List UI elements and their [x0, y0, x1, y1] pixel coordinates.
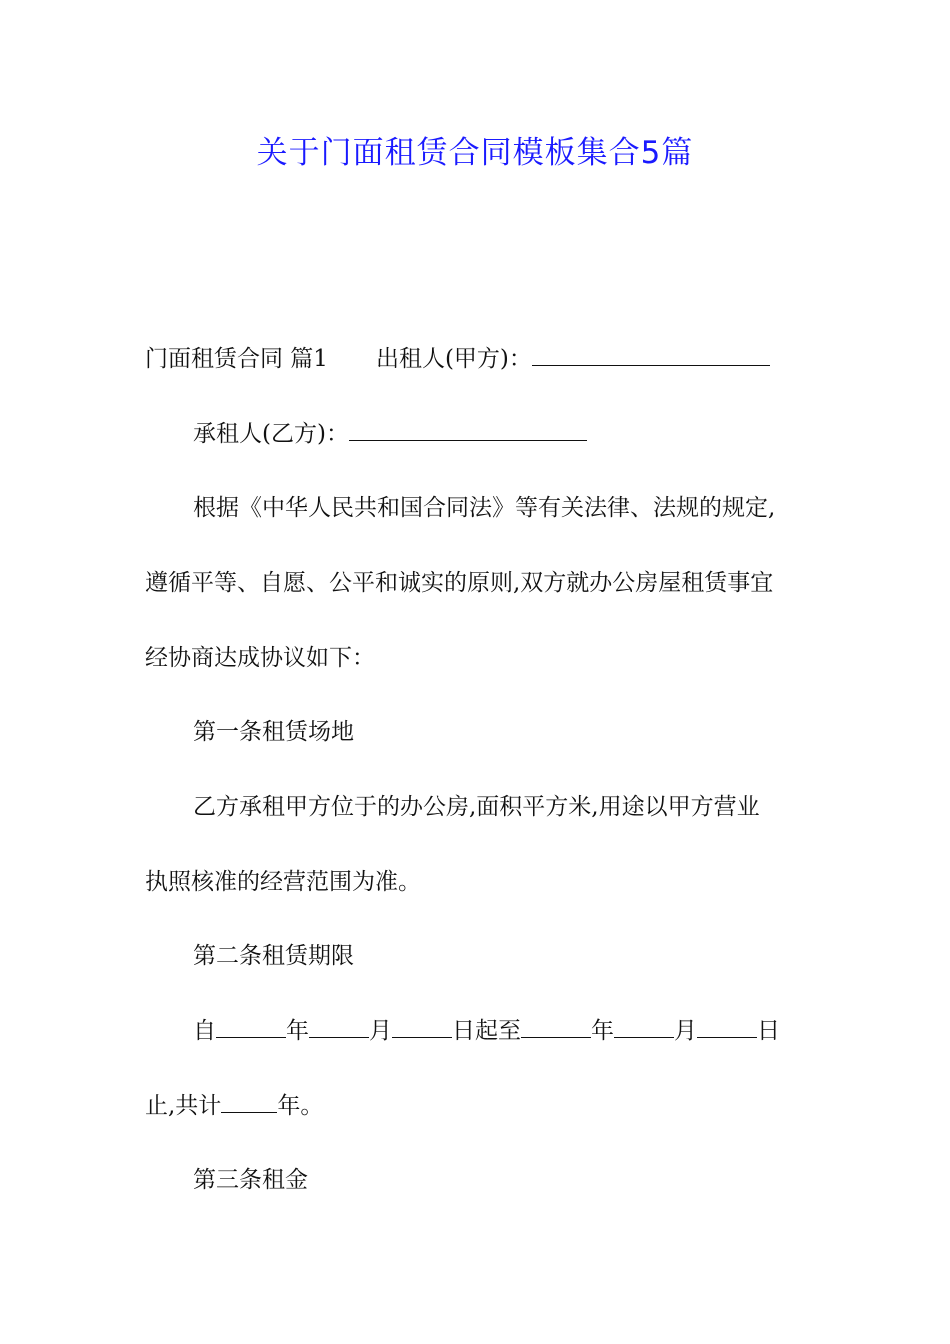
paragraph-line: 根据《中华人民共和国合同法》等有关法律、法规的规定, [193, 495, 776, 521]
term-text: 年 [286, 1018, 309, 1044]
paragraph-line: 经协商达成协议如下： [145, 645, 375, 671]
term-text: 月 [674, 1018, 697, 1044]
year-blank [521, 1011, 591, 1038]
article-heading: 第三条租金 [193, 1167, 308, 1193]
term-text: 年 [591, 1018, 614, 1044]
month-blank [309, 1011, 369, 1038]
lessor-blank [532, 339, 770, 366]
paragraph-line: 遵循平等、自愿、公平和诚实的原则,双方就办公房屋租赁事宜 [145, 570, 774, 596]
document-title: 关于门面租赁合同模板集合5篇 [256, 135, 694, 171]
term-text: 止,共计 [145, 1093, 222, 1119]
contract-heading: 门面租赁合同 篇1 [145, 346, 328, 372]
day-blank [697, 1011, 757, 1038]
lessor-label: 出租人(甲方)： [375, 346, 532, 372]
article-heading: 第一条租赁场地 [193, 719, 354, 745]
lessee-label: 承租人(乙方)： [193, 421, 349, 447]
term-text: 年。 [277, 1093, 324, 1119]
term-text: 月 [369, 1018, 392, 1044]
term-text: 日 [757, 1018, 780, 1044]
lease-term-line [193, 1011, 810, 1051]
term-text: 自 [193, 1018, 216, 1044]
lessee-line [193, 414, 810, 454]
paragraph-line: 乙方承租甲方位于的办公房,面积平方米,用途以甲方营业 [193, 794, 760, 820]
lessee-blank [349, 414, 587, 441]
paragraph-line: 执照核准的经营范围为准。 [145, 869, 421, 895]
year-blank [216, 1011, 286, 1038]
month-blank [614, 1011, 674, 1038]
years-blank [221, 1086, 277, 1113]
contract-heading-line [145, 339, 810, 379]
article-heading: 第二条租赁期限 [193, 943, 354, 969]
term-text: 日起至 [452, 1018, 521, 1044]
lease-total-line [145, 1086, 810, 1126]
day-blank [392, 1011, 452, 1038]
